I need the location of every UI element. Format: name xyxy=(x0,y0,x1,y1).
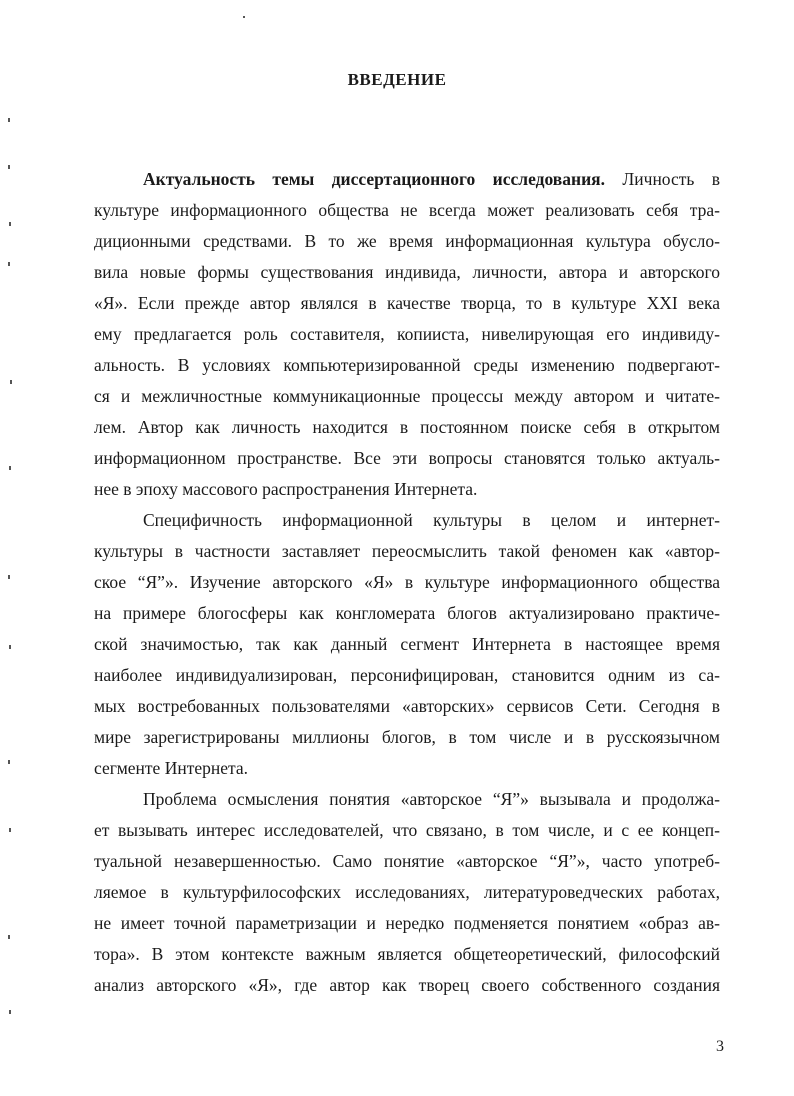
scan-speck xyxy=(8,935,10,939)
scan-speck xyxy=(8,165,10,169)
page-title: ВВЕДЕНИЕ xyxy=(347,70,447,89)
paragraph-line: анализ авторского «Я», где автор как творец своего собственного создания xyxy=(94,975,720,995)
paragraph-line: культуры в частности заставляет переосмыслить такой феномен как «автор- xyxy=(94,541,720,561)
paragraph-line: мых востребованных пользователями «авторских» сервисов Сети. Сегодня в xyxy=(94,696,720,716)
paragraph-line: туальной незавершенностью. Само понятие «авторское “Я”», часто употреб- xyxy=(94,851,720,871)
bold-lead: Актуальность темы диссертационного исследования. xyxy=(143,169,606,189)
scan-speck xyxy=(8,760,10,764)
scan-speck xyxy=(243,16,245,18)
scan-speck xyxy=(9,828,11,832)
paragraph-line: не имеет точной параметризации и нередко подменяется понятием «образ ав- xyxy=(94,913,720,933)
paragraph-line: сегменте Интернета. xyxy=(94,758,248,778)
paragraph-line: диционными средствами. В то же время информационная культура обусло- xyxy=(94,231,720,251)
scan-speck xyxy=(8,575,10,579)
paragraph-line: мире зарегистрированы миллионы блогов, в том числе и в русскоязычном xyxy=(94,727,720,747)
body-text xyxy=(94,164,720,1001)
paragraph-line: ской значимостью, так как данный сегмент Интернета в настоящее время xyxy=(94,634,720,654)
scan-speck xyxy=(8,262,10,266)
paragraph-line: нее в эпоху массового распространения Интернета. xyxy=(94,479,478,499)
scan-speck xyxy=(10,380,12,384)
paragraph-line: культуре информационного общества не всегда может реализовать себя тра- xyxy=(94,200,720,220)
paragraph-line: ся и межличностные коммуникационные процессы между автором и читате- xyxy=(94,386,720,406)
paragraph-line: лем. Автор как личность находится в постоянном поиске себя в открытом xyxy=(94,417,720,437)
paragraph-line: Специфичность информационной культуры в целом и интернет- xyxy=(143,510,720,530)
paragraph-line: вила новые формы существования индивида, личности, автора и авторского xyxy=(94,262,720,282)
scan-speck xyxy=(8,118,10,122)
paragraph-line: «Я». Если прежде автор являлся в качестве творца, то в культуре XXI века xyxy=(94,293,720,313)
scan-speck xyxy=(9,1010,11,1014)
paragraph-line: тора». В этом контексте важным является общетеоретический, философский xyxy=(94,944,720,964)
line-text: Личность в xyxy=(622,169,720,189)
paragraph-1-line-1 xyxy=(94,164,720,195)
paragraph-line: информационном пространстве. Все эти вопросы становятся только актуаль- xyxy=(94,448,720,468)
paragraph-line: ему предлагается роль составителя, копииста, нивелирующая его индивиду- xyxy=(94,324,720,344)
paragraph-line: наиболее индивидуализирован, персонифицирован, становится одним из са- xyxy=(94,665,720,685)
scan-speck xyxy=(9,222,11,226)
paragraph-line: ет вызывать интерес исследователей, что связано, в том числе, и с ее концеп- xyxy=(94,820,720,840)
page-number: 3 xyxy=(716,1038,724,1055)
paragraph-line: на примере блогосферы как конгломерата блогов актуализировано практиче- xyxy=(94,603,720,623)
scan-speck xyxy=(9,645,11,649)
scan-speck xyxy=(9,466,11,470)
paragraph-line: Проблема осмысления понятия «авторское “Я”» вызывала и продолжа- xyxy=(143,789,720,809)
paragraph-line: ское “Я”». Изучение авторского «Я» в культуре информационного общества xyxy=(94,572,720,592)
paragraph-line: ляемое в культурфилософских исследованиях, литературоведческих работах, xyxy=(94,882,720,902)
paragraph-line: альность. В условиях компьютеризированной среды изменению подвергают- xyxy=(94,355,720,375)
